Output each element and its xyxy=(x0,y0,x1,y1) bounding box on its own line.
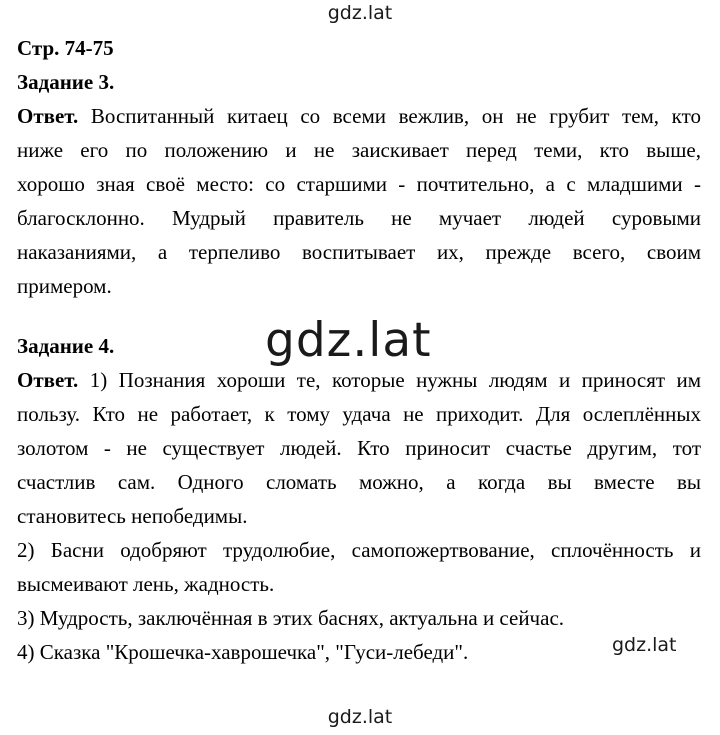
task3-line-3: хорошо зная своё место: со старшими - почтительно, а с младшими - xyxy=(17,172,701,196)
page-reference: Стр. 74-75 xyxy=(17,36,114,60)
watermark-middle: gdz.lat xyxy=(265,313,432,368)
task4-answer-label: Ответ. xyxy=(17,368,79,392)
task4-line-7: высмеивают лень, жадность. xyxy=(17,572,275,596)
task3-answer-label: Ответ. xyxy=(17,104,79,128)
task4-line-8: 3) Мудрость, заключённая в этих баснях, актуальна и сейчас. xyxy=(17,606,565,630)
task4-line-6: 2) Басни одобряют трудолюбие, самопожертвование, сплочённость и xyxy=(17,538,701,562)
task4-line-9: 4) Сказка "Крошечка-хаврошечка", "Гуси-лебеди". xyxy=(17,640,469,664)
task3-line-4: благосклонно. Мудрый правитель не мучает людей суровыми xyxy=(17,206,701,230)
task3-line-2: ниже его по положению и не заискивает перед теми, кто выше, xyxy=(17,138,701,162)
task4-line-3: золотом - не существует людей. Кто приносит счастье другим, тот xyxy=(17,436,701,460)
watermark-bottom: gdz.lat xyxy=(327,706,393,728)
watermark-top: gdz.lat xyxy=(327,2,393,24)
task4-line-2: пользу. Кто не работает, к тому удача не приходит. Для ослеплённых xyxy=(17,402,701,426)
task3-line-1-text: Воспитанный китаец со всеми вежлив, он не грубит тем, кто xyxy=(78,104,701,128)
task3-line-5: наказаниями, а терпеливо воспитывает их, прежде всего, своим xyxy=(17,240,701,264)
task4-line-5: становитесь непобедимы. xyxy=(17,504,248,528)
task4-line-1-text: 1) Познания хороши те, которые нужны людям и приносят им xyxy=(78,368,701,392)
task4-title: Задание 4. xyxy=(17,334,115,358)
task4-line-4: счастлив сам. Одного сломать можно, а когда вы вместе вы xyxy=(17,470,701,494)
task3-line-1 xyxy=(17,104,701,129)
watermark-right: gdz.lat xyxy=(612,634,677,656)
task3-line-6: примером. xyxy=(17,274,112,298)
task3-title: Задание 3. xyxy=(17,70,115,94)
task4-line-1 xyxy=(17,368,701,393)
